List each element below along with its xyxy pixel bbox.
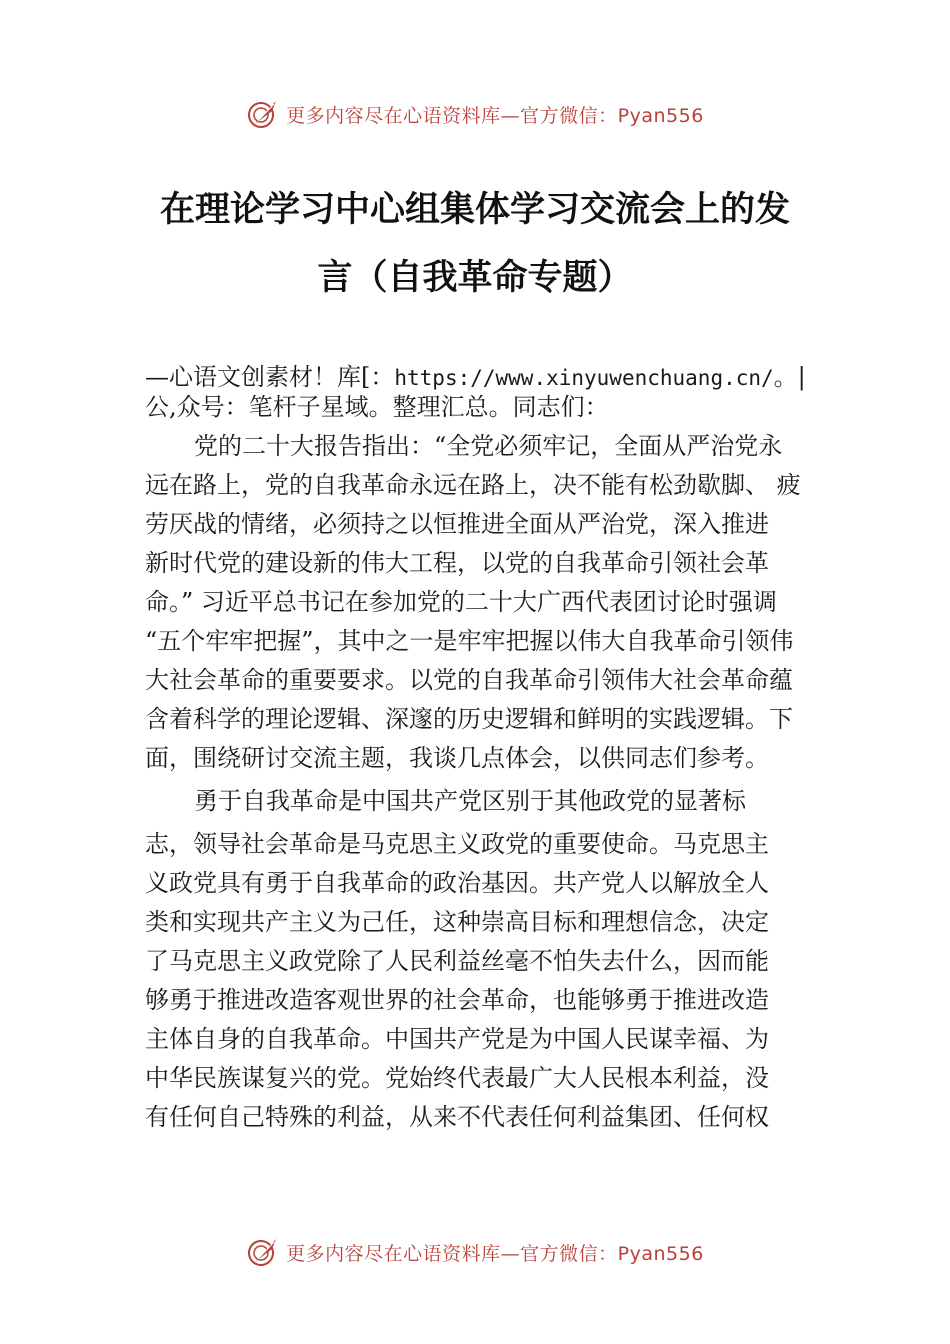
body-line: 大社会革命的重要要求。以党的自我革命引领伟大社会革命蕴 — [145, 666, 793, 694]
body-line: 中华民族谋复兴的党。党始终代表最广大人民根本利益，没 — [145, 1064, 769, 1092]
footer-banner — [0, 1230, 950, 1274]
body-line: 远在路上，党的自我革命永远在路上，决不能有松劲歇脚、 疲 — [145, 471, 801, 499]
document-title-line-2: 言（自我革命专题） — [317, 257, 633, 298]
source-suffix: 。| — [773, 363, 806, 391]
banner-label: 更多内容尽在心语资料库—官方微信： — [286, 1242, 618, 1265]
document-title-line-1: 在理论学习中心组集体学习交流会上的发 — [159, 189, 790, 230]
body-line: 面，围绕研讨交流主题，我谈几点体会，以供同志们参考。 — [145, 744, 769, 772]
banner-wechat-id: Pyan556 — [617, 104, 704, 127]
body-line: 了马克思主义政党除了人民利益丝毫不怕失去什么，因而能 — [145, 947, 769, 975]
banner-label: 更多内容尽在心语资料库—官方微信： — [286, 104, 618, 127]
banner-wechat-id: Pyan556 — [617, 1242, 704, 1265]
source-prefix: —心语文创素材！库[： — [145, 363, 395, 391]
banner-text — [286, 101, 704, 128]
source-line-2: 公,众号：笔杆子星域。整理汇总。同志们： — [145, 393, 609, 421]
source-line — [145, 362, 825, 393]
body-line: 命。” 习近平总书记在参加党的二十大广西代表团讨论时强调 — [145, 588, 777, 616]
quill-logo-icon — [246, 1235, 280, 1269]
body-line: 有任何自己特殊的利益，从来不代表任何利益集团、任何权 — [145, 1103, 769, 1131]
quill-logo-icon — [246, 97, 280, 131]
body-line: 新时代党的建设新的伟大工程，以党的自我革命引领社会革 — [145, 549, 769, 577]
body-line: 够勇于推进改造客观世界的社会革命，也能够勇于推进改造 — [145, 986, 769, 1014]
body-line: 主体自身的自我革命。中国共产党是为中国人民谋幸福、为 — [145, 1025, 769, 1053]
header-banner — [0, 92, 950, 136]
source-url: https://www.xinyuwenchuang.cn/ — [394, 366, 774, 390]
body-line: 志，领导社会革命是马克思主义政党的重要使命。马克思主 — [145, 830, 769, 858]
body-line: “五个牢牢把握”，其中之一是牢牢把握以伟大自我革命引领伟 — [145, 627, 794, 655]
body-line: 劳厌战的情绪，必须持之以恒推进全面从严治党，深入推进 — [145, 510, 769, 538]
body-line: 勇于自我革命是中国共产党区别于其他政党的显著标 — [194, 787, 746, 815]
body-line: 党的二十大报告指出：“全党必须牢记，全面从严治党永 — [194, 432, 783, 460]
body-line: 义政党具有勇于自我革命的政治基因。共产党人以解放全人 — [145, 869, 769, 897]
body-line: 含着科学的理论逻辑、深邃的历史逻辑和鲜明的实践逻辑。下 — [145, 705, 793, 733]
body-line: 类和实现共产主义为己任，这种崇高目标和理想信念，决定 — [145, 908, 769, 936]
banner-text — [286, 1239, 704, 1266]
